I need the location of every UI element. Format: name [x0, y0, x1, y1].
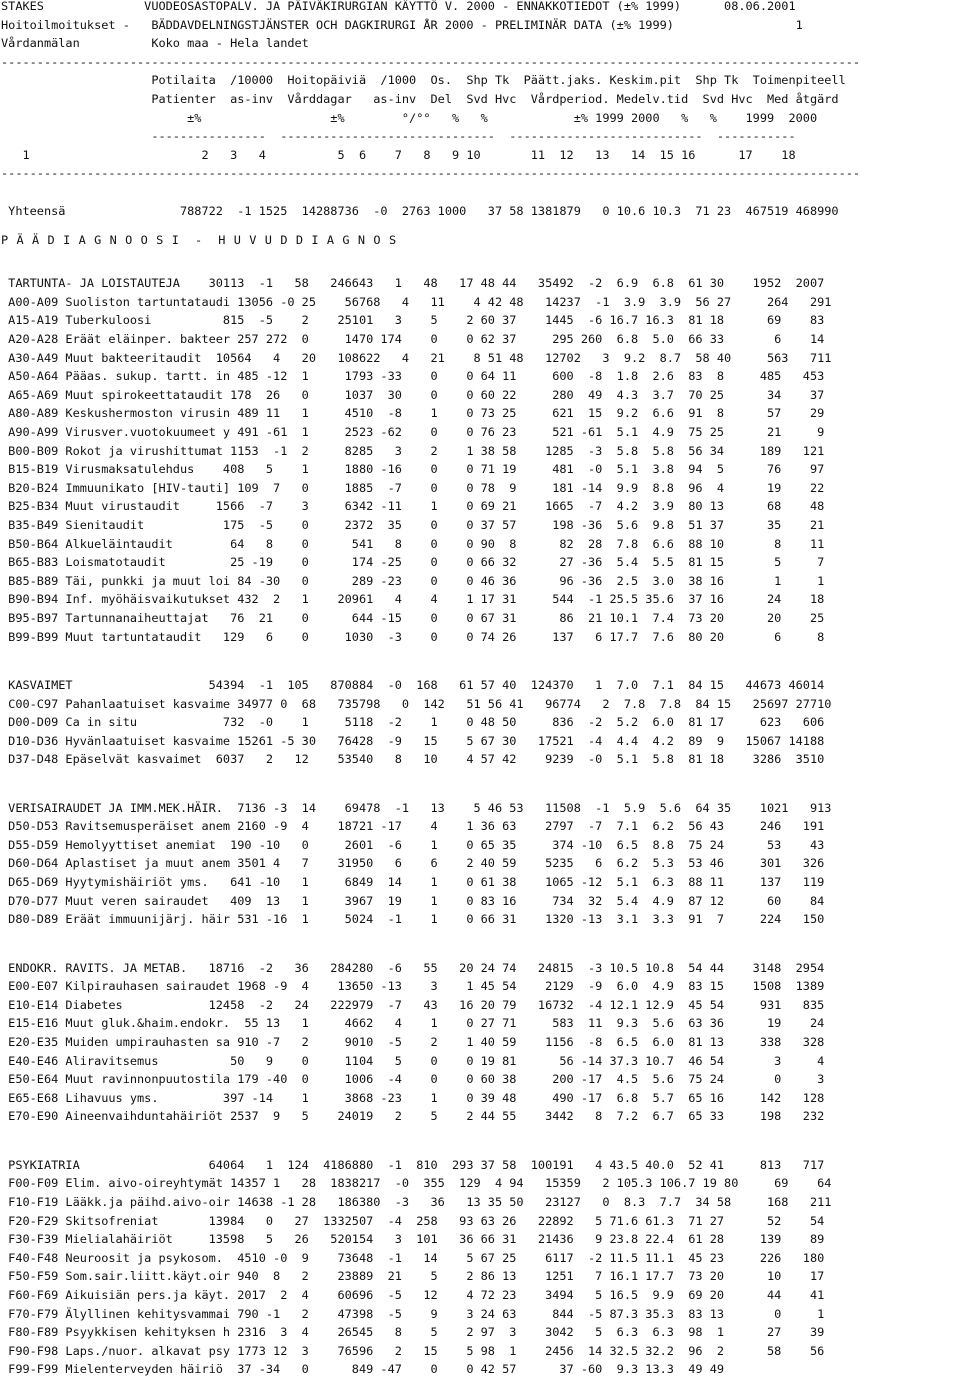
table-row: A80-A89 Keskushermoston virusin 489 11 1 4510 -8 1 0 73 25 621 15 9.2 6.6 91 8 57 29 — [1, 406, 825, 421]
group-heading-row: ENDOKR. RAVITS. JA METAB. 18716 -2 36 284280 -6 55 20 24 74 24815 -3 10.5 10.8 54 44 3148 2954 — [1, 960, 825, 975]
group-heading-row: KASVAIMET 54394 -1 105 870884 -0 168 61 57 40 124370 1 7.0 7.1 84 15 44673 46014 — [1, 677, 825, 692]
table-row: D50-D53 Ravitsemusperäiset anem 2160 -9 4 18721 -17 4 1 36 63 2797 -7 7.1 6.2 56 43 246 191 — [1, 819, 825, 834]
table-row: F20-F29 Skitsofreniat 13984 0 27 1332507 -4 258 93 63 26 22892 5 71.6 61.3 71 27 52 54 — [1, 1213, 825, 1228]
report-header-line-2: Hoitoilmoitukset - BÄDDAVDELNINGSTJÄNSTER OCH DAGKIRURGI ÅR 2000 - PRELIMINÄR DATA (±% 1999) 1 — [1, 17, 803, 32]
table-row: D10-D36 Hyvänlaatuiset kasvaime 15261 -5 30 76428 -9 15 5 67 30 17521 -4 4.4 4.2 89 9 15067 14188 — [1, 733, 825, 748]
separator: ------------------------------------------------------------------------------------------------------------------------ — [1, 166, 861, 181]
table-row: D00-D09 Ca in situ 732 -0 1 5118 -2 1 0 48 50 836 -2 5.2 6.0 81 17 623 606 — [1, 715, 825, 730]
table-row: E65-E68 Lihavuus yms. 397 -14 1 3868 -23 1 0 39 48 490 -17 6.8 5.7 65 16 142 128 — [1, 1090, 825, 1105]
table-row: F50-F59 Som.sair.liitt.käyt.oir 940 8 2 23889 21 5 2 86 13 1251 7 16.1 17.7 73 20 10 17 — [1, 1269, 825, 1284]
table-row: E70-E90 Aineenvaihduntahäiriöt 2537 9 5 24019 2 5 2 44 55 3442 8 7.2 6.7 65 33 198 232 — [1, 1109, 825, 1124]
table-row: C00-C97 Pahanlaatuiset kasvaime 34977 0 68 735798 0 142 51 56 41 96774 2 7.8 7.8 84 15 25697 27710 — [1, 696, 832, 711]
table-row: F70-F79 Älyllinen kehitysvammai 790 -1 2 47398 -5 9 3 24 63 844 -5 87.3 35.3 83 13 0 1 — [1, 1306, 825, 1321]
table-row: B00-B09 Rokot ja virushittumat 1153 -1 2 8285 3 2 1 38 58 1285 -3 5.8 5.8 56 34 189 121 — [1, 443, 825, 458]
table-row: B95-B97 Tartunnanaiheuttajat 76 21 0 644 -15 0 0 67 31 86 21 10.1 7.4 73 20 20 25 — [1, 610, 825, 625]
table-row: B35-B49 Sienitaudit 175 -5 0 2372 35 0 0 37 57 198 -36 5.6 9.8 51 37 35 21 — [1, 517, 825, 532]
table-row: F10-F19 Lääkk.ja päihd.aivo-oir 14638 -1 28 186380 -3 36 13 35 50 23127 0 8.3 7.7 34 58 168 211 — [1, 1194, 832, 1209]
table-row: B15-B19 Virusmaksatulehdus 408 5 1 1880 -16 0 0 71 19 481 -0 5.1 3.8 94 5 76 97 — [1, 462, 825, 477]
main-heading: P Ä Ä D I A G N O O S I - H U V U D D I A G N O S — [1, 233, 397, 248]
group-heading-row: PSYKIATRIA 64064 1 124 4186880 -1 810 293 37 58 100191 4 43.5 40.0 52 41 813 717 — [1, 1157, 825, 1172]
table-row: D60-D64 Aplastiset ja muut anem 3501 4 7 31950 6 6 2 40 59 5235 6 6.2 5.3 53 46 301 326 — [1, 856, 825, 871]
table-row: A15-A19 Tuberkuloosi 815 -5 2 25101 3 5 2 60 37 1445 -6 16.7 16.3 81 18 69 83 — [1, 313, 825, 328]
table-row: B20-B24 Immuunikato [HIV-tauti] 109 7 0 1885 -7 0 0 78 9 181 -14 9.9 8.8 96 4 19 22 — [1, 480, 825, 495]
table-row: F99-F99 Mielenterveyden häiriö 37 -34 0 849 -47 0 0 42 57 37 -60 9.3 13.3 49 49 — [1, 1362, 725, 1377]
column-header-2: Patienter as-inv Vårddagar as-inv Del Svd Hvc Vårdperiod. Medelv.tid Svd Hvc Med åtgärd — [1, 92, 839, 106]
table-row: F00-F09 Elim. aivo-oireyhtymät 14357 1 28 1838217 -0 355 129 4 94 15359 2 105.3 106.7 19 80 69 64 — [1, 1176, 832, 1191]
table-row: D65-D69 Hyytymishäiriöt yms. 641 -10 1 6849 14 1 0 61 38 1065 -12 5.1 6.3 88 11 137 119 — [1, 875, 825, 890]
table-row: E20-E35 Muiden umpirauhasten sa 910 -7 2 9010 -5 2 1 40 59 1156 -8 6.5 6.0 81 13 338 328 — [1, 1035, 825, 1050]
table-row: B90-B94 Inf. myöhäisvaikutukset 432 2 1 20961 4 4 1 17 31 544 -1 25.5 35.6 37 16 24 18 — [1, 592, 825, 607]
table-row: A90-A99 Virusver.vuotokuumeet y 491 -61 1 2523 -62 0 0 76 23 521 -61 5.1 4.9 75 25 21 9 — [1, 424, 825, 439]
table-row: B25-B34 Muut virustaudit 1566 -7 3 6342 -11 1 0 69 21 1665 -7 4.2 3.9 80 13 68 48 — [1, 499, 825, 514]
table-row: A50-A64 Pääas. sukup. tartt. in 485 -12 1 1793 -33 0 0 64 11 600 -8 1.8 2.6 83 8 485 453 — [1, 369, 825, 384]
table-row: F80-F89 Psyykkisen kehityksen h 2316 3 4 26545 8 5 2 97 3 3042 5 6.3 6.3 98 1 27 39 — [1, 1325, 825, 1340]
total-row: Yhteensä 788722 -1 1525 14288736 -0 2763 1000 37 58 1381879 0 10.6 10.3 71 23 467519 468990 — [1, 203, 839, 218]
table-row: E10-E14 Diabetes 12458 -2 24 222979 -7 43 16 20 79 16732 -4 12.1 12.9 45 54 931 835 — [1, 997, 825, 1012]
table-row: E50-E64 Muut ravinnonpuutostila 179 -40 0 1006 -4 0 0 60 38 200 -17 4.5 5.6 75 24 0 3 — [1, 1072, 825, 1087]
separator: ------------------------------------------------------------------------------------------------------------------------ — [1, 54, 861, 69]
table-row: D80-D89 Eräät immuunijärj. häir 531 -16 1 5024 -1 1 0 66 31 1320 -13 3.1 3.3 91 7 224 150 — [1, 912, 825, 927]
table-row: F40-F48 Neuroosit ja psykosom. 4510 -0 9 73648 -1 14 5 67 25 6117 -2 11.5 11.1 45 23 226 180 — [1, 1250, 825, 1265]
table-row: F60-F69 Aikuisiän pers.ja käyt. 2017 2 4 60696 -5 12 4 72 23 3494 5 16.5 9.9 69 20 44 41 — [1, 1287, 825, 1302]
table-row: D55-D59 Hemolyyttiset anemiat 190 -10 0 2601 -6 1 0 65 35 374 -10 6.5 8.8 75 24 53 43 — [1, 837, 825, 852]
group-heading-row: TARTUNTA- JA LOISTAUTEJA 30113 -1 58 246643 1 48 17 48 44 35492 -2 6.9 6.8 61 30 1952 2007 — [1, 276, 825, 291]
table-row: B99-B99 Muut tartuntataudit 129 6 0 1030 -3 0 0 74 26 137 6 17.7 7.6 80 20 6 8 — [1, 629, 825, 644]
table-row: F30-F39 Mielialahäiriöt 13598 5 26 520154 3 101 36 66 31 21436 9 23.8 22.4 61 28 139 89 — [1, 1232, 825, 1247]
column-numbers: 1 2 3 4 5 6 7 8 9 10 11 12 13 14 15 16 17 18 — [1, 147, 796, 162]
table-row: E40-E46 Aliravitsemus 50 9 0 1104 5 0 0 19 81 56 -14 37.3 10.7 46 54 3 4 — [1, 1053, 825, 1068]
table-row: E15-E16 Muut gluk.&haim.endokr. 55 13 1 4662 4 1 0 27 71 583 11 9.3 5.6 63 36 19 24 — [1, 1016, 825, 1031]
table-row: A65-A69 Muut spirokeettataudit 178 26 0 1037 30 0 0 60 22 280 49 4.3 3.7 70 25 34 37 — [1, 387, 825, 402]
group-heading-row: VERISAIRAUDET JA IMM.MEK.HÄIR. 7136 -3 14 69478 -1 13 5 46 53 11508 -1 5.9 5.6 64 35 1021 913 — [1, 800, 832, 815]
table-row: E00-E07 Kilpirauhasen sairaudet 1968 -9 4 13650 -13 3 1 45 54 2129 -9 6.0 4.9 83 15 1508 1389 — [1, 979, 825, 994]
table-row: A30-A49 Muut bakteeritaudit 10564 4 20 108622 4 21 8 51 48 12702 3 9.2 8.7 58 40 563 711 — [1, 350, 832, 365]
column-header-1: Potilaita /10000 Hoitopäiviä /1000 Os. Shp Tk Päätt.jaks. Keskim.pit Shp Tk Toimenpiteell — [1, 73, 846, 88]
table-row: A20-A28 Eräät eläinper. bakteer 257 272 0 1470 174 0 0 62 37 295 260 6.8 5.0 66 33 6 14 — [1, 331, 825, 346]
table-row: D70-D77 Muut veren sairaudet 409 13 1 3967 19 1 0 83 16 734 32 5.4 4.9 87 12 60 84 — [1, 893, 825, 908]
table-row: F90-F98 Laps./nuor. alkavat psy 1773 12 3 76596 2 15 5 98 1 2456 14 32.5 32.2 96 2 58 56 — [1, 1343, 825, 1358]
table-row: A00-A09 Suoliston tartuntataudi 13056 -0 25 56768 4 11 4 42 48 14237 -1 3.9 3.9 56 27 264 291 — [1, 294, 832, 309]
table-row: D37-D48 Epäselvät kasvaimet 6037 2 12 53540 8 10 4 57 42 9239 -0 5.1 5.8 81 18 3286 3510 — [1, 752, 825, 767]
table-row: B65-B83 Loismatotaudit 25 -19 0 174 -25 0 0 66 32 27 -36 5.4 5.5 81 15 5 7 — [1, 555, 825, 570]
table-row: B50-B64 Alkueläintaudit 64 8 0 541 8 0 0 90 8 82 28 7.8 6.6 88 10 8 11 — [1, 536, 825, 551]
column-header-3: ±% ±% °/°° % % ±% 1999 2000 % % 1999 2000 — [1, 110, 818, 125]
report-header-line-1: STAKES VUODEOSASTOPALV. JA PÄIVÄKIRURGIAN KÄYTTÖ V. 2000 - ENNAKKOTIEDOT (±% 1999) 08.06.2001 — [1, 0, 796, 13]
report-header-line-3: Vårdanmälan Koko maa - Hela landet — [1, 36, 309, 51]
column-underline: ---------------- ------------------------------ --------------------------- ----------- — [1, 129, 796, 144]
table-row: B85-B89 Täi, punkki ja muut loi 84 -30 0 289 -23 0 0 46 36 96 -36 2.5 3.0 38 16 1 1 — [1, 573, 825, 588]
